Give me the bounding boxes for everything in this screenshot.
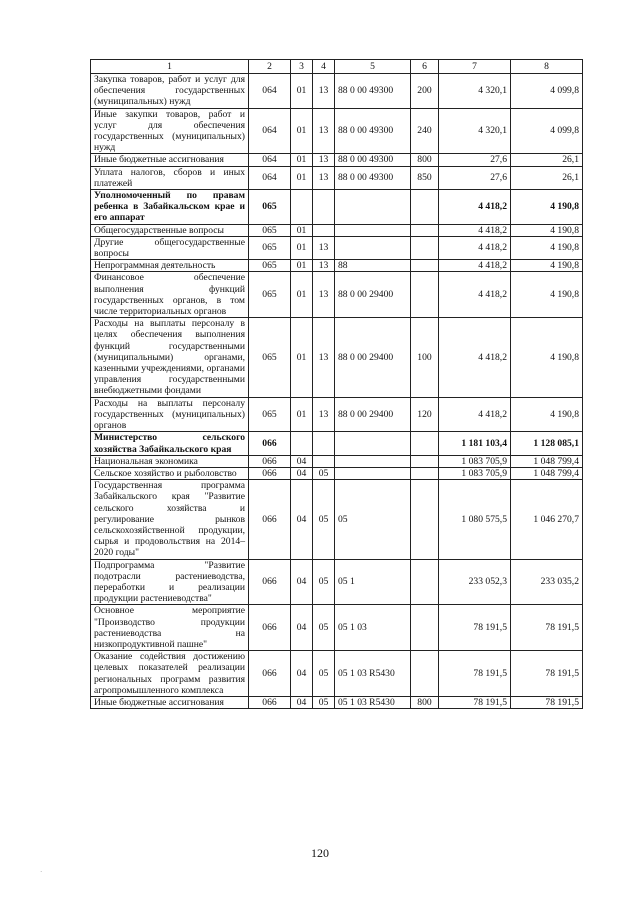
table-row: [91, 455, 583, 467]
amount-year1-cell: 27,6: [439, 166, 511, 189]
target-article-cell: 88 0 00 49300: [335, 108, 411, 154]
subsection-code-cell: 13: [313, 236, 335, 259]
ved-code-cell: 065: [249, 318, 291, 397]
subsection-code-cell: 13: [313, 318, 335, 397]
expense-type-cell: 800: [411, 154, 439, 166]
subsection-code-cell: 05: [313, 467, 335, 479]
target-article-cell: 88 0 00 29400: [335, 318, 411, 397]
subsection-code-cell: [313, 432, 335, 455]
subsection-code-cell: 13: [313, 166, 335, 189]
ved-code-cell: 064: [249, 108, 291, 154]
target-article-cell: [335, 455, 411, 467]
section-code-cell: 01: [291, 108, 313, 154]
expense-type-cell: [411, 480, 439, 559]
amount-year1-cell: 27,6: [439, 154, 511, 166]
amount-year1-cell: 4 418,2: [439, 224, 511, 236]
row-name-cell: Министерство сельского хозяйства Забайкальского края: [91, 432, 249, 455]
amount-year1-cell: 4 418,2: [439, 397, 511, 432]
header-cell: 5: [335, 60, 411, 74]
table-row: [91, 696, 583, 708]
section-code-cell: 04: [291, 455, 313, 467]
subsection-code-cell: [313, 455, 335, 467]
ved-code-cell: 065: [249, 236, 291, 259]
ved-code-cell: 065: [249, 190, 291, 225]
section-code-cell: [291, 432, 313, 455]
expense-type-cell: [411, 455, 439, 467]
row-name-cell: Национальная экономика: [91, 455, 249, 467]
expense-type-cell: [411, 605, 439, 651]
amount-year2-cell: 1 046 270,7: [511, 480, 583, 559]
section-code-cell: 01: [291, 397, 313, 432]
amount-year2-cell: 4 190,8: [511, 224, 583, 236]
amount-year2-cell: 4 190,8: [511, 318, 583, 397]
row-name-cell: Уполномоченный по правам ребенка в Забайкальском крае и его аппарат: [91, 190, 249, 225]
table-row: [91, 272, 583, 318]
subsection-code-cell: 13: [313, 154, 335, 166]
amount-year1-cell: 1 083 705,9: [439, 467, 511, 479]
amount-year2-cell: 78 191,5: [511, 605, 583, 651]
amount-year2-cell: 4 190,8: [511, 397, 583, 432]
row-name-cell: Подпрограмма "Развитие подотрасли растениеводства, переработки и реализации продукции растениеводства": [91, 559, 249, 605]
row-name-cell: Закупка товаров, работ и услуг для обеспечения государственных (муниципальных) нужд: [91, 74, 249, 109]
row-name-cell: Общегосударственные вопросы: [91, 224, 249, 236]
table-row: [91, 480, 583, 559]
subsection-code-cell: 13: [313, 272, 335, 318]
expense-type-cell: 120: [411, 397, 439, 432]
ved-code-cell: 066: [249, 696, 291, 708]
row-name-cell: Непрограммная деятельность: [91, 260, 249, 272]
table-row: [91, 154, 583, 166]
expense-type-cell: [411, 260, 439, 272]
subsection-code-cell: 13: [313, 74, 335, 109]
target-article-cell: 05 1 03 R5430: [335, 696, 411, 708]
target-article-cell: 88 0 00 29400: [335, 272, 411, 318]
target-article-cell: 05: [335, 480, 411, 559]
target-article-cell: [335, 236, 411, 259]
amount-year2-cell: 1 048 799,4: [511, 455, 583, 467]
amount-year2-cell: 4 190,8: [511, 272, 583, 318]
expense-type-cell: 800: [411, 696, 439, 708]
table-row: [91, 467, 583, 479]
amount-year2-cell: 78 191,5: [511, 651, 583, 697]
target-article-cell: [335, 432, 411, 455]
amount-year2-cell: 78 191,5: [511, 696, 583, 708]
subsection-code-cell: 05: [313, 480, 335, 559]
amount-year1-cell: 78 191,5: [439, 696, 511, 708]
table-row: [91, 605, 583, 651]
table-row: [91, 559, 583, 605]
target-article-cell: 88 0 00 29400: [335, 397, 411, 432]
amount-year1-cell: 4 320,1: [439, 108, 511, 154]
ved-code-cell: 064: [249, 154, 291, 166]
amount-year2-cell: 4 190,8: [511, 260, 583, 272]
ved-code-cell: 066: [249, 467, 291, 479]
table-header-row: [91, 60, 583, 74]
section-code-cell: 01: [291, 74, 313, 109]
ved-code-cell: 064: [249, 166, 291, 189]
section-code-cell: 04: [291, 651, 313, 697]
row-name-cell: Финансовое обеспечение выполнения функций государственных органов, в том числе территориальных органов: [91, 272, 249, 318]
header-cell: 6: [411, 60, 439, 74]
row-name-cell: Другие общегосударственные вопросы: [91, 236, 249, 259]
amount-year2-cell: 1 128 085,1: [511, 432, 583, 455]
table-row: [91, 74, 583, 109]
row-name-cell: Государственная программа Забайкальского края "Развитие сельского хозяйства и регулирование рынков сельскохозяйственной продукции, сырья и продовольствия на 2014–2020 годы": [91, 480, 249, 559]
amount-year1-cell: 4 418,2: [439, 236, 511, 259]
target-article-cell: [335, 467, 411, 479]
amount-year1-cell: 1 080 575,5: [439, 480, 511, 559]
subsection-code-cell: 13: [313, 397, 335, 432]
target-article-cell: [335, 224, 411, 236]
row-name-cell: Расходы на выплаты персоналу государственных (муниципальных) органов: [91, 397, 249, 432]
target-article-cell: 88 0 00 49300: [335, 166, 411, 189]
header-cell: 2: [249, 60, 291, 74]
expense-type-cell: [411, 559, 439, 605]
amount-year1-cell: 4 418,2: [439, 260, 511, 272]
subsection-code-cell: 13: [313, 260, 335, 272]
target-article-cell: 88 0 00 49300: [335, 74, 411, 109]
ved-code-cell: 066: [249, 455, 291, 467]
subsection-code-cell: [313, 190, 335, 225]
amount-year2-cell: 4 099,8: [511, 74, 583, 109]
section-code-cell: 01: [291, 224, 313, 236]
section-code-cell: 01: [291, 260, 313, 272]
row-name-cell: Иные бюджетные ассигнования: [91, 696, 249, 708]
ved-code-cell: 065: [249, 260, 291, 272]
subsection-code-cell: 13: [313, 108, 335, 154]
section-code-cell: [291, 190, 313, 225]
expense-type-cell: [411, 432, 439, 455]
margin-mark: ·: [40, 868, 43, 876]
ved-code-cell: 066: [249, 432, 291, 455]
table-row: [91, 166, 583, 189]
amount-year1-cell: 233 052,3: [439, 559, 511, 605]
subsection-code-cell: 05: [313, 605, 335, 651]
amount-year2-cell: 1 048 799,4: [511, 467, 583, 479]
subsection-code-cell: 05: [313, 651, 335, 697]
section-code-cell: 01: [291, 272, 313, 318]
section-code-cell: 04: [291, 559, 313, 605]
expense-type-cell: 240: [411, 108, 439, 154]
table-row: [91, 318, 583, 397]
table-row: [91, 397, 583, 432]
table-row: [91, 236, 583, 259]
expense-type-cell: [411, 651, 439, 697]
target-article-cell: 88 0 00 49300: [335, 154, 411, 166]
header-cell: 1: [91, 60, 249, 74]
header-cell: 7: [439, 60, 511, 74]
expense-type-cell: [411, 190, 439, 225]
table-row: [91, 651, 583, 697]
ved-code-cell: 064: [249, 74, 291, 109]
amount-year1-cell: 4 320,1: [439, 74, 511, 109]
budget-table: [90, 59, 583, 709]
expense-type-cell: [411, 272, 439, 318]
table-row: [91, 108, 583, 154]
row-name-cell: Основное мероприятие "Производство продукции растениеводства на низкопродуктивной пашне": [91, 605, 249, 651]
ved-code-cell: 066: [249, 651, 291, 697]
amount-year1-cell: 1 083 705,9: [439, 455, 511, 467]
target-article-cell: 88: [335, 260, 411, 272]
row-name-cell: Оказание содействия достижению целевых показателей реализации региональных программ развития агропромышленного комплекса: [91, 651, 249, 697]
amount-year1-cell: 4 418,2: [439, 272, 511, 318]
amount-year2-cell: 4 190,8: [511, 190, 583, 225]
amount-year2-cell: 26,1: [511, 166, 583, 189]
amount-year1-cell: 1 181 103,4: [439, 432, 511, 455]
target-article-cell: 05 1 03 R5430: [335, 651, 411, 697]
expense-type-cell: [411, 224, 439, 236]
section-code-cell: 04: [291, 696, 313, 708]
expense-type-cell: 850: [411, 166, 439, 189]
ved-code-cell: 066: [249, 605, 291, 651]
target-article-cell: 05 1 03: [335, 605, 411, 651]
target-article-cell: [335, 190, 411, 225]
table-row: [91, 224, 583, 236]
table-row: [91, 190, 583, 225]
amount-year2-cell: 4 099,8: [511, 108, 583, 154]
section-code-cell: 04: [291, 605, 313, 651]
section-code-cell: 04: [291, 467, 313, 479]
expense-type-cell: [411, 236, 439, 259]
ved-code-cell: 065: [249, 224, 291, 236]
amount-year1-cell: 78 191,5: [439, 651, 511, 697]
ved-code-cell: 065: [249, 272, 291, 318]
ved-code-cell: 066: [249, 559, 291, 605]
subsection-code-cell: 05: [313, 696, 335, 708]
section-code-cell: 01: [291, 318, 313, 397]
expense-type-cell: 200: [411, 74, 439, 109]
amount-year2-cell: 233 035,2: [511, 559, 583, 605]
row-name-cell: Уплата налогов, сборов и иных платежей: [91, 166, 249, 189]
header-cell: 8: [511, 60, 583, 74]
subsection-code-cell: [313, 224, 335, 236]
ved-code-cell: 066: [249, 480, 291, 559]
header-cell: 4: [313, 60, 335, 74]
row-name-cell: Иные закупки товаров, работ и услуг для обеспечения государственных (муниципальных) нужд: [91, 108, 249, 154]
expense-type-cell: [411, 467, 439, 479]
amount-year1-cell: 4 418,2: [439, 318, 511, 397]
section-code-cell: 04: [291, 480, 313, 559]
amount-year2-cell: 26,1: [511, 154, 583, 166]
amount-year2-cell: 4 190,8: [511, 236, 583, 259]
amount-year1-cell: 78 191,5: [439, 605, 511, 651]
row-name-cell: Расходы на выплаты персоналу в целях обеспечения выполнения функций государственными (муниципальными) органами, казенными учреждениями, органами управления государственными внебюджетными фондами: [91, 318, 249, 397]
section-code-cell: 01: [291, 154, 313, 166]
row-name-cell: Иные бюджетные ассигнования: [91, 154, 249, 166]
target-article-cell: 05 1: [335, 559, 411, 605]
page-number: 120: [311, 846, 329, 860]
subsection-code-cell: 05: [313, 559, 335, 605]
table-row: [91, 260, 583, 272]
section-code-cell: 01: [291, 166, 313, 189]
expense-type-cell: 100: [411, 318, 439, 397]
table-row: [91, 432, 583, 455]
section-code-cell: 01: [291, 236, 313, 259]
amount-year1-cell: 4 418,2: [439, 190, 511, 225]
ved-code-cell: 065: [249, 397, 291, 432]
row-name-cell: Сельское хозяйство и рыболовство: [91, 467, 249, 479]
header-cell: 3: [291, 60, 313, 74]
